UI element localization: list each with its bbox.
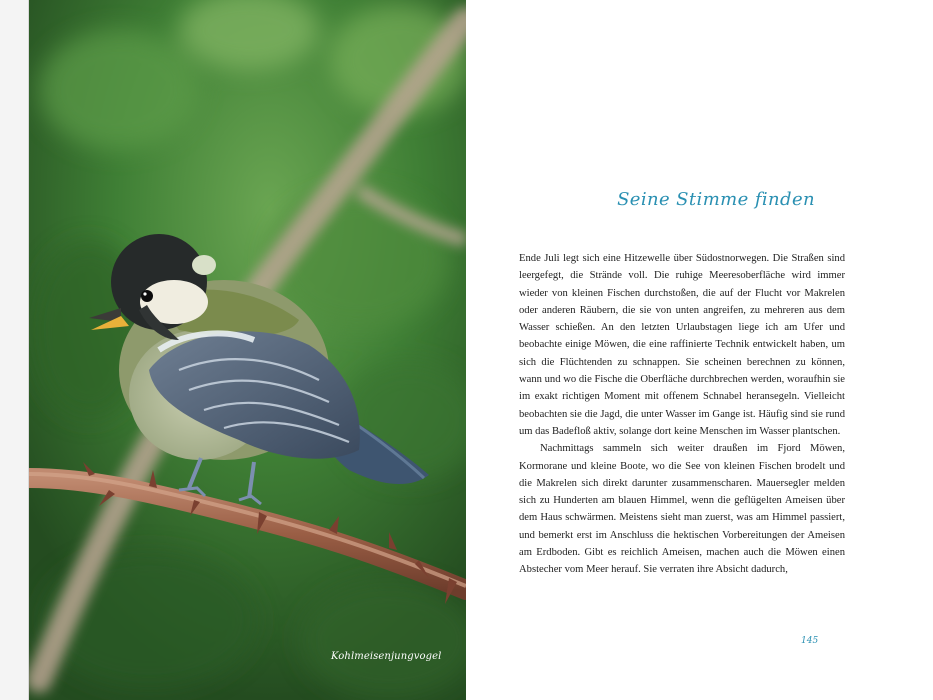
text-page	[467, 0, 933, 700]
great-tit-fledgling-icon	[29, 0, 466, 700]
paragraph: Ende Juli legt sich eine Hitzewelle über Südostnorwegen. Die Straßen sind leergefegt, die Strände voll. Die ruhige Meeresoberfläche wird immer wieder von kleinen Fischen durchstoßen, die auf der Flucht vor Makrelen oder anderen Räubern, die sie von unten angreifen, zu mehreren aus dem Wasser schießen. An den letzten Urlaubstagen liege ich am Ufer und beobachte einige Möwen, die eine raffinierte Technik entwickelt haben, um sich die Flüchtenden zu schnappen. Sie scheinen berechnen zu können, wann und wo die Fische die Oberfläche durchbrechen werden, woraufhin sie im exakt richtigen Moment mit offenem Schnabel heransegeln. Vielleicht beobachten sie die Jagd, die unter Wasser im Gange ist. Häufig sind sie rund um das Badefloß aktiv, solange dort keine Menschen im Wasser plantschen.	[519, 253, 845, 437]
paragraph: Nachmittags sammeln sich weiter draußen im Fjord Möwen, Kormorane und kleine Boote, wo die See von kleinen Fischen brodelt und die Makrelen sich direkt darunter zusammenscharen. Mauersegler melden sich zu Hunderten am blauen Himmel, wenn die geflügelten Ameisen über dem Haus schwärmen. Meistens sieht man zuerst, was am Himmel passiert, und bemerkt erst im Anschluss die hektischen Vorbereitungen der Ameisen am Erdboden. Gibt es reichlich Ameisen, machen auch die Möwen einen Abstecher vom Meer herauf. Sie verraten ihre Absicht dadurch,	[519, 443, 845, 576]
page-gutter-left	[0, 0, 29, 700]
page-number: 145	[801, 636, 819, 646]
body-text	[519, 250, 845, 579]
chapter-title: Seine Stimme finden	[617, 189, 815, 210]
photo-caption: Kohlmeisenjungvogel	[331, 651, 442, 662]
bird-photo	[29, 0, 466, 700]
